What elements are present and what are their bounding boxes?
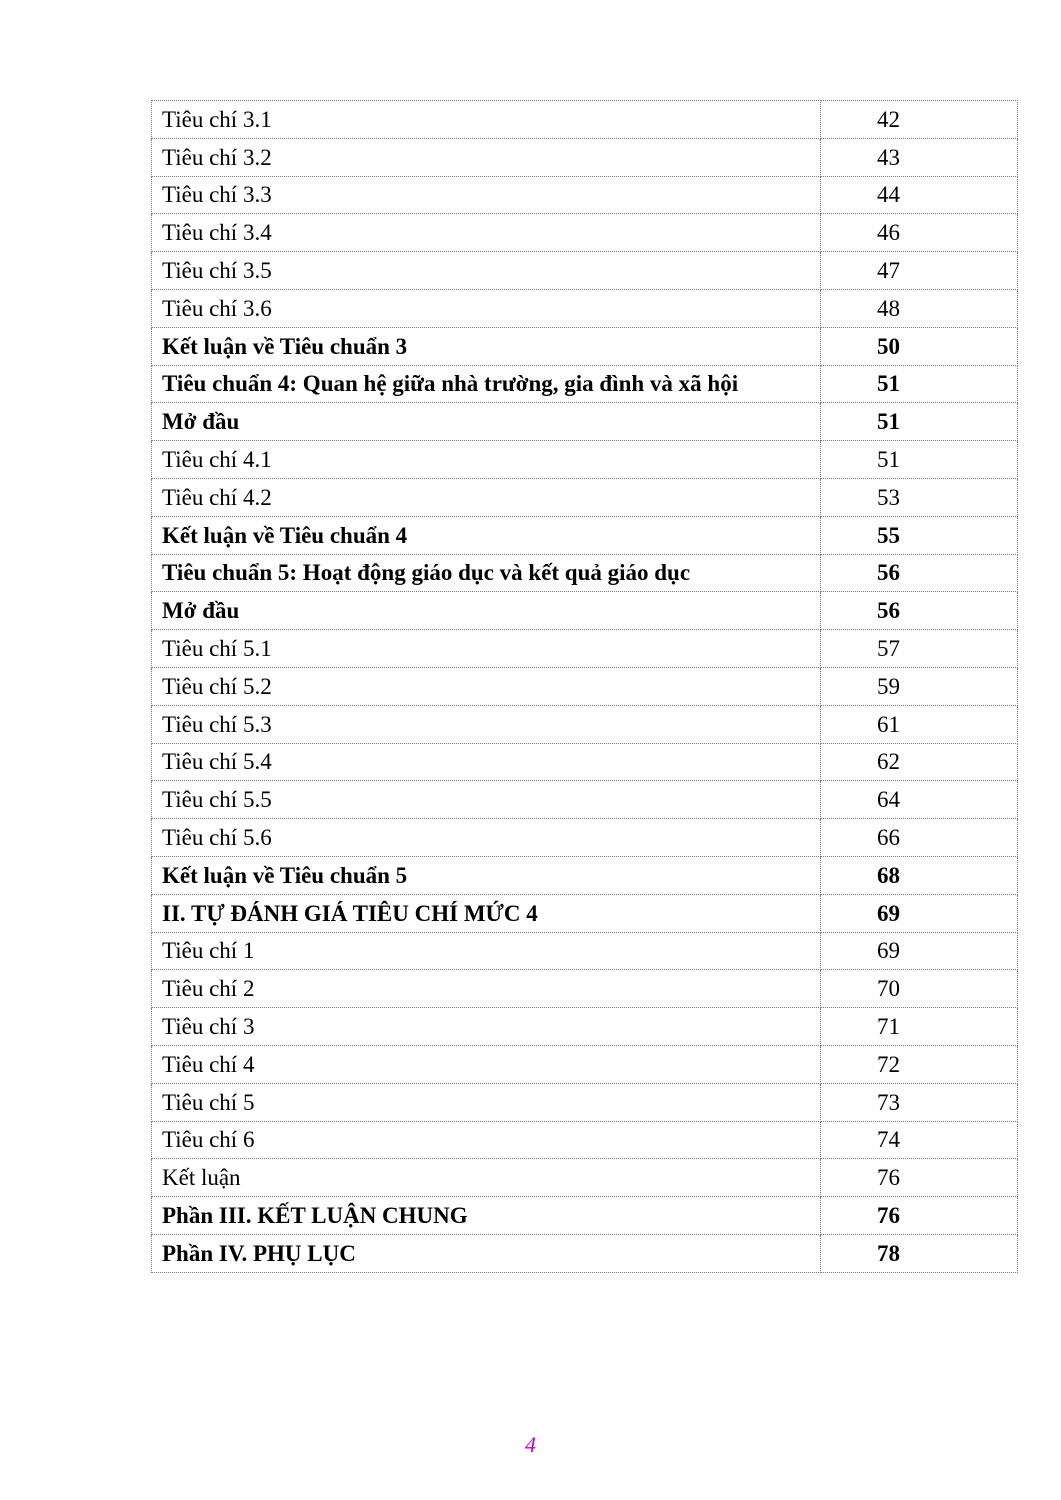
toc-row [152, 970, 1018, 1008]
toc-table [151, 100, 1018, 1273]
toc-row [152, 667, 1018, 705]
toc-entry-title: Tiêu chí 3 [152, 1008, 821, 1046]
toc-entry-page: 78 [821, 1234, 1018, 1272]
toc-entry-page: 72 [821, 1045, 1018, 1083]
toc-row [152, 781, 1018, 819]
toc-row [152, 214, 1018, 252]
toc-row [152, 1045, 1018, 1083]
toc-row [152, 1234, 1018, 1272]
page-number: 4 [525, 1432, 536, 1457]
toc-entry-page: 71 [821, 1008, 1018, 1046]
toc-entry-page: 64 [821, 781, 1018, 819]
toc-row [152, 101, 1018, 139]
toc-entry-title: Phần IV. PHỤ LỤC [152, 1234, 821, 1272]
toc-entry-page: 69 [821, 932, 1018, 970]
toc-entry-page: 46 [821, 214, 1018, 252]
toc-row [152, 630, 1018, 668]
toc-entry-page: 48 [821, 289, 1018, 327]
toc-entry-title: Tiêu chí 6 [152, 1121, 821, 1159]
toc-entry-page: 42 [821, 101, 1018, 139]
toc-entry-title: II. TỰ ĐÁNH GIÁ TIÊU CHÍ MỨC 4 [152, 894, 821, 932]
toc-entry-title: Kết luận về Tiêu chuẩn 3 [152, 327, 821, 365]
toc-entry-title: Tiêu chí 3.1 [152, 101, 821, 139]
toc-row [152, 554, 1018, 592]
toc-entry-page: 68 [821, 856, 1018, 894]
toc-entry-title: Mở đầu [152, 403, 821, 441]
toc-entry-page: 57 [821, 630, 1018, 668]
toc-entry-page: 66 [821, 819, 1018, 857]
toc-entry-page: 74 [821, 1121, 1018, 1159]
toc-entry-title: Tiêu chí 5.3 [152, 705, 821, 743]
toc-entry-title: Tiêu chí 3.6 [152, 289, 821, 327]
toc-entry-page: 76 [821, 1159, 1018, 1197]
toc-row [152, 1008, 1018, 1046]
toc-row [152, 1159, 1018, 1197]
toc-entry-title: Tiêu chí 5.2 [152, 667, 821, 705]
toc-entry-page: 51 [821, 403, 1018, 441]
toc-row [152, 516, 1018, 554]
toc-row [152, 138, 1018, 176]
toc-entry-title: Kết luận về Tiêu chuẩn 4 [152, 516, 821, 554]
toc-entry-page: 70 [821, 970, 1018, 1008]
toc-entry-page: 51 [821, 365, 1018, 403]
toc-entry-page: 76 [821, 1197, 1018, 1235]
toc-row [152, 403, 1018, 441]
toc-row [152, 1197, 1018, 1235]
toc-row [152, 327, 1018, 365]
toc-entry-page: 62 [821, 743, 1018, 781]
toc-entry-page: 50 [821, 327, 1018, 365]
toc-entry-page: 61 [821, 705, 1018, 743]
toc-entry-page: 47 [821, 252, 1018, 290]
toc-entry-page: 43 [821, 138, 1018, 176]
toc-row [152, 289, 1018, 327]
toc-body [152, 101, 1018, 1273]
toc-entry-title: Kết luận về Tiêu chuẩn 5 [152, 856, 821, 894]
toc-row [152, 365, 1018, 403]
toc-row [152, 1121, 1018, 1159]
toc-entry-title: Tiêu chí 5 [152, 1083, 821, 1121]
toc-entry-title: Tiêu chí 2 [152, 970, 821, 1008]
toc-entry-title: Tiêu chuẩn 5: Hoạt động giáo dục và kết quả giáo dục [152, 554, 821, 592]
toc-entry-page: 56 [821, 554, 1018, 592]
toc-entry-page: 55 [821, 516, 1018, 554]
toc-entry-title: Tiêu chí 3.4 [152, 214, 821, 252]
toc-row [152, 592, 1018, 630]
toc-entry-page: 73 [821, 1083, 1018, 1121]
toc-entry-title: Tiêu chí 5.1 [152, 630, 821, 668]
toc-row [152, 819, 1018, 857]
toc-row [152, 932, 1018, 970]
toc-entry-page: 56 [821, 592, 1018, 630]
toc-entry-page: 53 [821, 478, 1018, 516]
toc-entry-page: 44 [821, 176, 1018, 214]
toc-row [152, 478, 1018, 516]
toc-entry-title: Tiêu chuẩn 4: Quan hệ giữa nhà trường, gia đình và xã hội [152, 365, 821, 403]
toc-row [152, 856, 1018, 894]
toc-row [152, 252, 1018, 290]
toc-entry-title: Tiêu chí 3.3 [152, 176, 821, 214]
toc-entry-title: Mở đầu [152, 592, 821, 630]
toc-entry-title: Tiêu chí 5.4 [152, 743, 821, 781]
toc-entry-title: Tiêu chí 3.2 [152, 138, 821, 176]
toc-entry-page: 51 [821, 441, 1018, 479]
toc-entry-page: 69 [821, 894, 1018, 932]
toc-row [152, 176, 1018, 214]
toc-row [152, 1083, 1018, 1121]
toc-entry-title: Phần III. KẾT LUẬN CHUNG [152, 1197, 821, 1235]
toc-entry-page: 59 [821, 667, 1018, 705]
toc-row [152, 705, 1018, 743]
toc-entry-title: Tiêu chí 4.1 [152, 441, 821, 479]
toc-entry-title: Tiêu chí 3.5 [152, 252, 821, 290]
toc-row [152, 441, 1018, 479]
toc-entry-title: Tiêu chí 4.2 [152, 478, 821, 516]
toc-row [152, 894, 1018, 932]
toc-entry-title: Tiêu chí 1 [152, 932, 821, 970]
toc-entry-title: Tiêu chí 5.5 [152, 781, 821, 819]
toc-entry-title: Tiêu chí 4 [152, 1045, 821, 1083]
toc-entry-title: Kết luận [152, 1159, 821, 1197]
toc-row [152, 743, 1018, 781]
toc-entry-title: Tiêu chí 5.6 [152, 819, 821, 857]
